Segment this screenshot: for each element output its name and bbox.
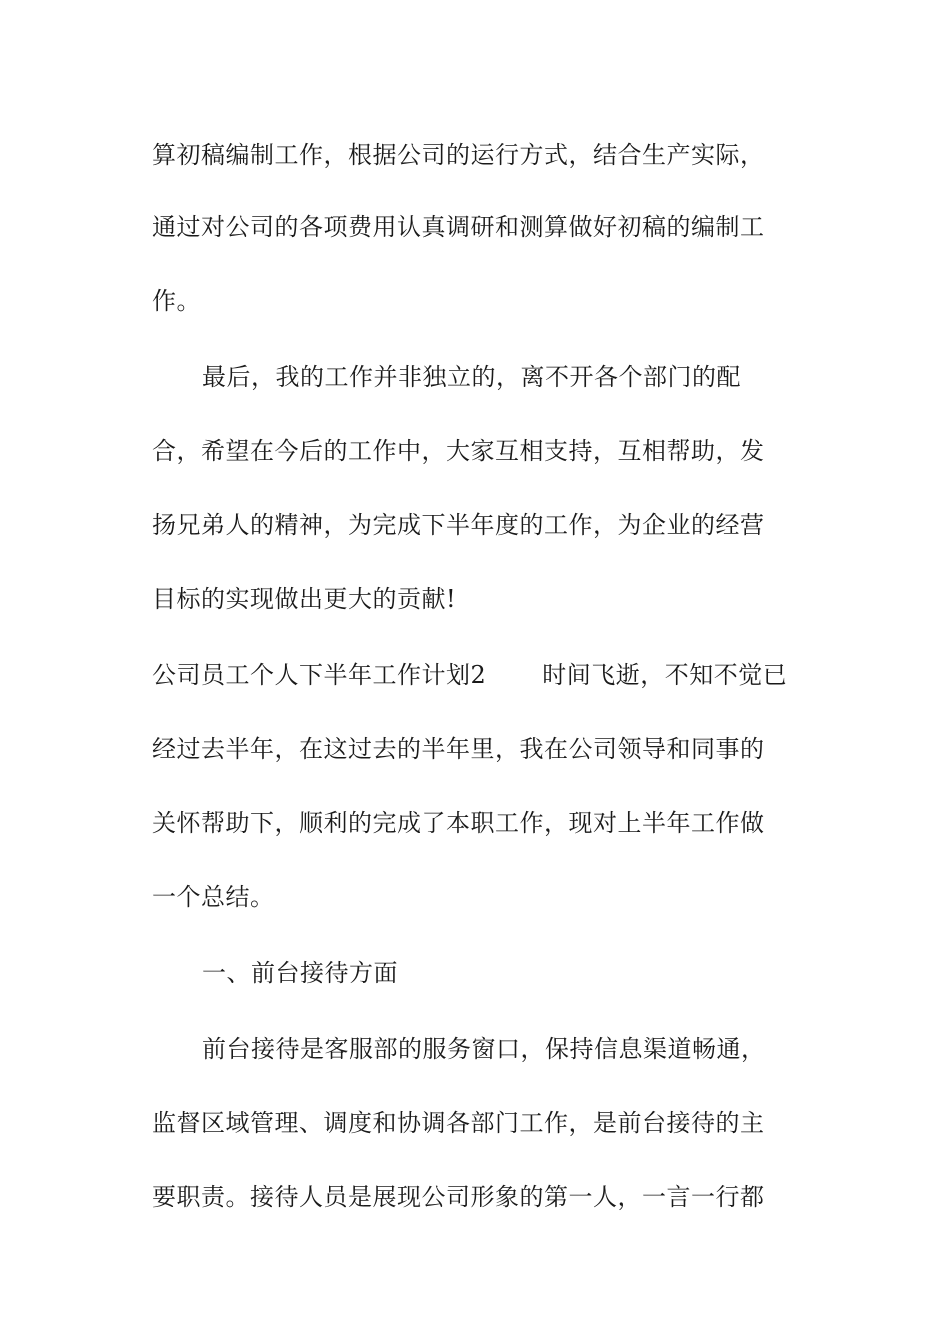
paragraph-line: 算初稿编制工作，根据公司的运行方式，结合生产实际， (152, 141, 765, 169)
paragraph-line: 合，希望在今后的工作中，大家互相支持，互相帮助，发 (152, 437, 765, 465)
paragraph-line: 一个总结。 (152, 883, 275, 911)
paragraph-line: 前台接待是客服部的服务窗口，保持信息渠道畅通， (202, 1035, 766, 1063)
paragraph-line: 扬兄弟人的精神，为完成下半年度的工作，为企业的经营 (152, 511, 765, 539)
section-heading: 一、前台接待方面 (202, 959, 398, 987)
paragraph-line: 监督区域管理、调度和协调各部门工作，是前台接待的主 (152, 1109, 765, 1137)
paragraph-line: 关怀帮助下，顺利的完成了本职工作，现对上半年工作做 (152, 809, 765, 837)
paragraph-line: 经过去半年，在这过去的半年里，我在公司领导和同事的 (152, 735, 765, 763)
section-title: 公司员工个人下半年工作计划2 (152, 661, 487, 689)
paragraph-line: 目标的实现做出更大的贡献! (152, 585, 457, 613)
paragraph-line: 最后，我的工作并非独立的，离不开各个部门的配 (202, 363, 741, 391)
paragraph-line: 作。 (152, 287, 201, 315)
section-title-line (152, 660, 787, 690)
paragraph-line: 通过对公司的各项费用认真调研和测算做好初稿的编制工 (152, 213, 765, 241)
paragraph-line: 要职责。接待人员是展现公司形象的第一人，一言一行都 (152, 1183, 765, 1211)
paragraph-line: 时间飞逝，不知不觉已 (542, 661, 788, 689)
